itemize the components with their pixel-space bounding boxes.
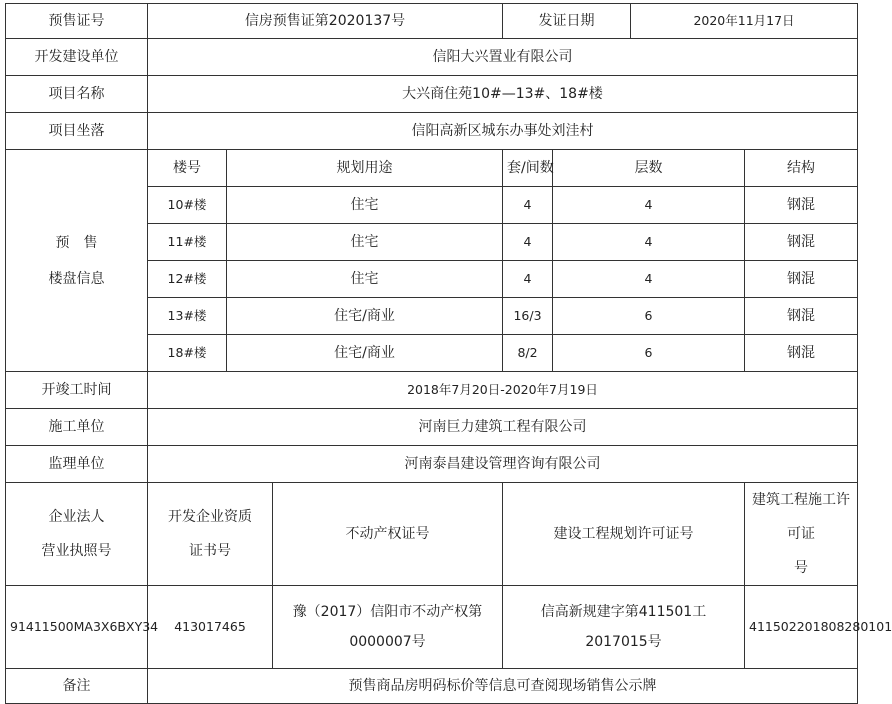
business-license-label-line1: 企业法人 [48,509,105,525]
remarks-label: 备注 [6,669,148,704]
column-header-usage: 规划用途 [227,150,503,187]
supervisor-label: 监理单位 [6,446,148,483]
units-cell: 4 [503,224,553,261]
construction-permit-label-line2: 号 [794,560,808,576]
structure-cell: 钢混 [745,224,858,261]
construction-period-label: 开竣工时间 [6,372,148,409]
business-license-label-line2: 营业执照号 [41,543,112,559]
developer-row [6,39,858,76]
usage-cell: 住宅/商业 [227,335,503,372]
supervisor-row [6,446,858,483]
property-right-value-line1: 豫（2017）信阳市不动产权第 [292,604,483,620]
business-license-value: 91411500MA3X6BXY34 [6,586,148,669]
qualification-label [148,483,273,586]
floors-cell: 4 [553,187,745,224]
planning-permit-label: 建设工程规划许可证号 [503,483,745,586]
structure-cell: 钢混 [745,335,858,372]
presale-info-header-row [6,150,858,187]
planning-permit-value-line2: 2017015号 [585,634,662,650]
project-name-value: 大兴商住苑10#—13#、18#楼 [148,76,858,113]
contractor-label: 施工单位 [6,409,148,446]
floors-cell: 4 [553,224,745,261]
column-header-building: 楼号 [148,150,227,187]
property-right-label: 不动产权证号 [273,483,503,586]
building-cell: 10#楼 [148,187,227,224]
license-values-row [6,586,858,669]
presale-info-label-line2: 楼盘信息 [48,270,105,287]
usage-cell: 住宅 [227,187,503,224]
project-location-value: 信阳高新区城东办事处刘洼村 [148,113,858,150]
project-location-row [6,113,858,150]
structure-cell: 钢混 [745,261,858,298]
project-name-row [6,76,858,113]
project-name-label: 项目名称 [6,76,148,113]
building-cell: 13#楼 [148,298,227,335]
business-license-label [6,483,148,586]
structure-cell: 钢混 [745,298,858,335]
units-cell: 4 [503,187,553,224]
issue-date-label: 发证日期 [503,4,631,39]
usage-cell: 住宅 [227,261,503,298]
column-header-units: 套/间数 [503,150,553,187]
qualification-label-line1: 开发企业资质 [168,509,252,525]
contractor-row [6,409,858,446]
presale-info-label [6,150,148,372]
construction-period-value: 2018年7月20日-2020年7月19日 [148,372,858,409]
floors-cell: 6 [553,298,745,335]
property-right-value-line2: 0000007号 [349,634,426,650]
issue-date-value: 2020年11月17日 [631,4,858,39]
floors-cell: 6 [553,335,745,372]
developer-label: 开发建设单位 [6,39,148,76]
remarks-value: 预售商品房明码标价等信息可查阅现场销售公示牌 [148,669,858,704]
developer-value: 信阳大兴置业有限公司 [148,39,858,76]
header-row [6,4,858,39]
contractor-value: 河南巨力建筑工程有限公司 [148,409,858,446]
property-right-value [273,586,503,669]
building-cell: 18#楼 [148,335,227,372]
units-cell: 8/2 [503,335,553,372]
qualification-label-line2: 证书号 [189,543,231,559]
construction-permit-value: 411502201808280101 [745,586,858,669]
supervisor-value: 河南泰昌建设管理咨询有限公司 [148,446,858,483]
usage-cell: 住宅/商业 [227,298,503,335]
presale-certificate-table [5,3,892,704]
structure-cell: 钢混 [745,187,858,224]
project-location-label: 项目坐落 [6,113,148,150]
planning-permit-value [503,586,745,669]
column-header-structure: 结构 [745,150,858,187]
construction-permit-label-line1: 建筑工程施工许可证 [752,492,850,542]
floors-cell: 4 [553,261,745,298]
construction-permit-label [745,483,858,586]
units-cell: 4 [503,261,553,298]
planning-permit-value-line1: 信高新规建字第411501工 [540,604,707,620]
construction-period-row [6,372,858,409]
units-cell: 16/3 [503,298,553,335]
remarks-row [6,669,858,704]
qualification-value: 413017465 [148,586,273,669]
building-cell: 12#楼 [148,261,227,298]
usage-cell: 住宅 [227,224,503,261]
presale-number-label: 预售证号 [6,4,148,39]
presale-number-value: 信房预售证第2020137号 [148,4,503,39]
building-cell: 11#楼 [148,224,227,261]
license-labels-row [6,483,858,586]
column-header-floors: 层数 [553,150,745,187]
presale-info-label-line1: 预 售 [55,234,98,251]
